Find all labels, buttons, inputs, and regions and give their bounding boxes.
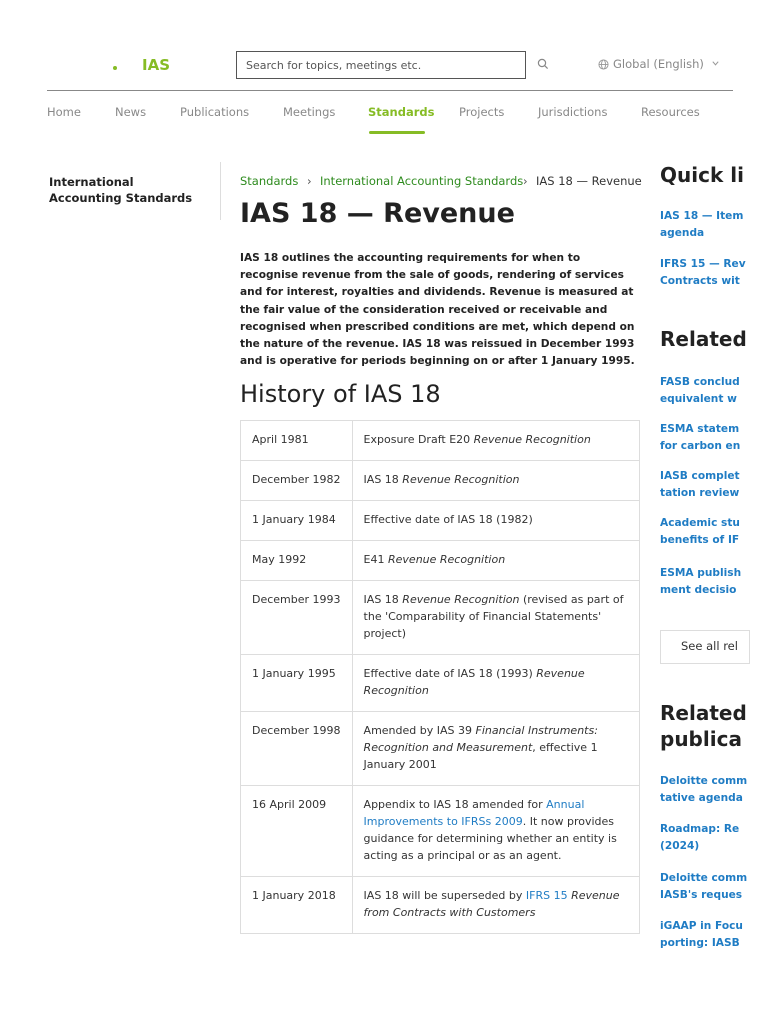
table-row [241,421,640,461]
history-desc: IAS 18 will be superseded by IFRS 15 Revenue from Contracts with Customers [352,877,639,934]
sidebar-divider [220,162,221,220]
publication-link[interactable]: Roadmap: Re (2024) [660,823,740,852]
table-row [241,461,640,501]
publication-link[interactable]: Deloitte comm tative agenda [660,775,748,804]
table-row [241,877,640,934]
sidebar-title[interactable]: International Accounting Standards [49,175,193,205]
nav-publications[interactable]: Publications [180,105,250,119]
publication-link[interactable]: Deloitte comm IASB's reques [660,872,748,901]
search-icon[interactable] [537,58,551,72]
history-date: December 1998 [241,712,353,786]
nav-jurisdictions[interactable]: Jurisdictions [538,105,608,119]
history-desc: IAS 18 Revenue Recognition (revised as part of the 'Comparability of Financial Statements' project) [352,581,639,655]
quick-link[interactable]: IAS 18 — Item agenda [660,210,744,239]
history-heading: History of IAS 18 [240,380,441,408]
table-row [241,786,640,877]
search-input[interactable] [237,52,525,78]
related-publications-heading: Related publica [660,701,747,751]
table-row [241,541,640,581]
history-desc: Amended by IAS 39 Financial Instruments: Recognition and Measurement, effective 1 January 2001 [352,712,639,786]
history-date: 1 January 1984 [241,501,353,541]
history-date: 16 April 2009 [241,786,353,877]
logo-dot [113,66,117,70]
history-desc: IAS 18 Revenue Recognition [352,461,639,501]
ifrs15-link[interactable]: IFRS 15 [525,889,568,902]
table-row [241,655,640,712]
nav-projects[interactable]: Projects [459,105,505,119]
language-label: Global (English) [613,57,704,71]
nav-resources[interactable]: Resources [641,105,700,119]
breadcrumb-standards[interactable]: Standards [240,174,299,188]
history-date: 1 January 2018 [241,877,353,934]
header-divider [47,90,733,91]
related-link[interactable]: ESMA publish ment decisio [660,567,742,596]
history-date: December 1982 [241,461,353,501]
history-date: May 1992 [241,541,353,581]
history-desc: Effective date of IAS 18 (1993) Revenue Recognition [352,655,639,712]
annual-improvements-link[interactable]: Annual Improvements to IFRSs 2009 [363,798,585,828]
nav-active-indicator [369,131,425,134]
history-date: 1 January 1995 [241,655,353,712]
search-box [236,51,526,79]
table-row [241,501,640,541]
chevron-right-icon: › [523,174,528,188]
history-date: December 1993 [241,581,353,655]
page-title: IAS 18 — Revenue [240,198,515,229]
related-link[interactable]: Academic stu benefits of IF [660,517,740,546]
breadcrumb-ias[interactable]: International Accounting Standards [320,174,524,188]
chevron-down-icon [711,59,720,68]
logo[interactable]: IAS [142,56,170,74]
history-desc: Effective date of IAS 18 (1982) [352,501,639,541]
related-link[interactable]: FASB conclud equivalent w [660,376,740,405]
table-row [241,712,640,786]
publication-link[interactable]: iGAAP in Focu porting: IASB [660,920,743,949]
quick-link[interactable]: IFRS 15 — Rev Contracts wit [660,258,746,287]
related-link[interactable]: ESMA statem for carbon en [660,423,741,452]
breadcrumb-current: IAS 18 — Revenue [536,174,642,188]
nav-standards[interactable]: Standards [368,105,435,119]
related-link[interactable]: IASB complet tation review [660,470,740,499]
globe-icon [598,59,609,70]
language-selector[interactable] [598,57,724,71]
page-lead: IAS 18 outlines the accounting requirements for when to recognise revenue from the sale of goods, rendering of services and for interest, royalties and dividends. Revenue is measured at the fair value of the consideration received or receivable and recognised when prescribed conditions are met, which depend on the nature of the revenue. IAS 18 was reissued in December 1993 and is operative for periods beginning on or after 1 January 1995. [240,252,635,368]
nav-home[interactable]: Home [47,105,81,119]
history-desc: E41 Revenue Recognition [352,541,639,581]
history-table [240,420,640,934]
history-desc: Exposure Draft E20 Revenue Recognition [352,421,639,461]
quick-links-heading: Quick li [660,163,744,187]
history-date: April 1981 [241,421,353,461]
history-desc: Appendix to IAS 18 amended for Annual Improvements to IFRSs 2009. It now provides guidance for determining whether an entity is acting as a principal or as an agent. [352,786,639,877]
see-all-button[interactable]: See all rel [660,630,750,664]
nav-news[interactable]: News [115,105,147,119]
chevron-right-icon: › [307,174,312,188]
nav-meetings[interactable]: Meetings [283,105,336,119]
table-row [241,581,640,655]
related-heading: Related [660,327,747,351]
